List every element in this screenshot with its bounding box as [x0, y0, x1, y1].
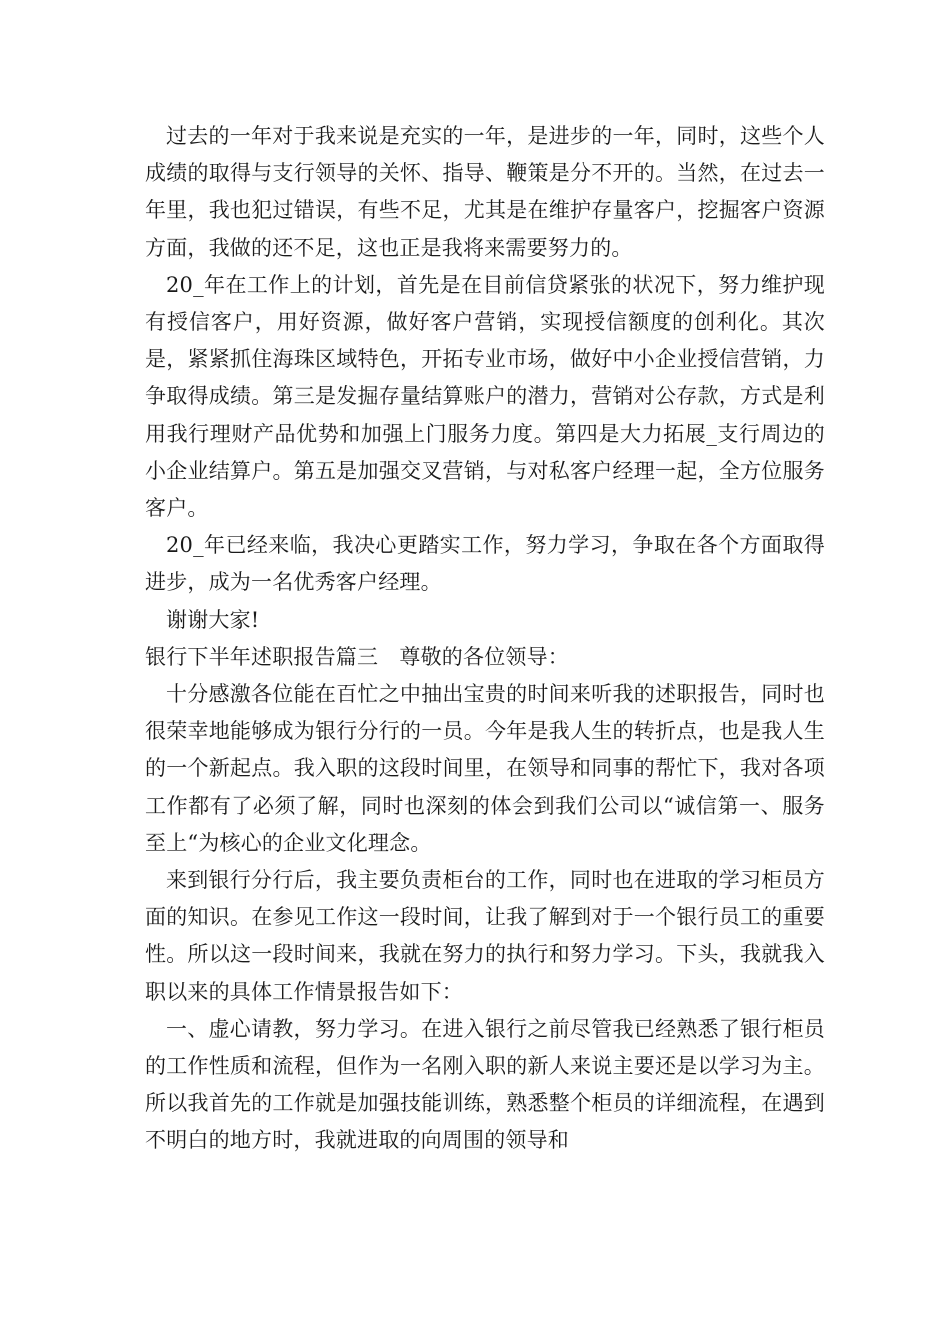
paragraph-4: 谢谢大家!	[166, 607, 260, 632]
paragraph-3: 20_年已经来临，我决心更踏实工作，努力学习，争取在各个方面取得进步，成为一名优秀客户经理。	[145, 533, 825, 595]
paragraph-5: 十分感激各位能在百忙之中抽出宝贵的时间来听我的述职报告，同时也很荣幸地能够成为银行分行的一员。今年是我人生的转折点，也是我人生的一个新起点。我入职的这段时间里，在领导和同事的帮忙下，我对各项工作都有了必须了解，同时也深刻的体会到我们公司以“诚信第一、服务至上“为核心的企业文化理念。	[145, 682, 825, 855]
section-heading: 银行下半年述职报告篇三 尊敬的各位领导：	[145, 644, 569, 669]
paragraph-2: 20_年在工作上的计划，首先是在目前信贷紧张的状况下，努力维护现有授信客户，用好资源，做好客户营销，实现授信额度的创利化。其次是，紧紧抓住海珠区域特色，开拓专业市场，做好中小企业授信营销，力争取得成绩。第三是发掘存量结算账户的潜力，营销对公存款，方式是利用我行理财产品优势和加强上门服务力度。第四是大力拓展_支行周边的小企业结算户。第五是加强交叉营销，与对私客户经理一起，全方位服务客户。	[145, 272, 825, 521]
paragraph-7: 一、虚心请教，努力学习。在进入银行之前尽管我已经熟悉了银行柜员的工作性质和流程，但作为一名刚入职的新人来说主要还是以学习为主。所以我首先的工作就是加强技能训练，熟悉整个柜员的详细流程，在遇到不明白的地方时，我就进取的向周围的领导和	[145, 1016, 825, 1153]
document-body	[145, 118, 825, 1160]
paragraph-1: 过去的一年对于我来说是充实的一年，是进步的一年，同时，这些个人成绩的取得与支行领导的关怀、指导、鞭策是分不开的。当然，在过去一年里，我也犯过错误，有些不足，尤其是在维护存量客户，挖掘客户资源方面，我做的还不足，这也正是我将来需要努力的。	[145, 124, 825, 260]
paragraph-6: 来到银行分行后，我主要负责柜台的工作，同时也在进取的学习柜员方面的知识。在参见工作这一段时间，让我了解到对于一个银行员工的重要性。所以这一段时间来，我就在努力的执行和努力学习。下头，我就我入职以来的具体工作情景报告如下：	[145, 868, 825, 1004]
